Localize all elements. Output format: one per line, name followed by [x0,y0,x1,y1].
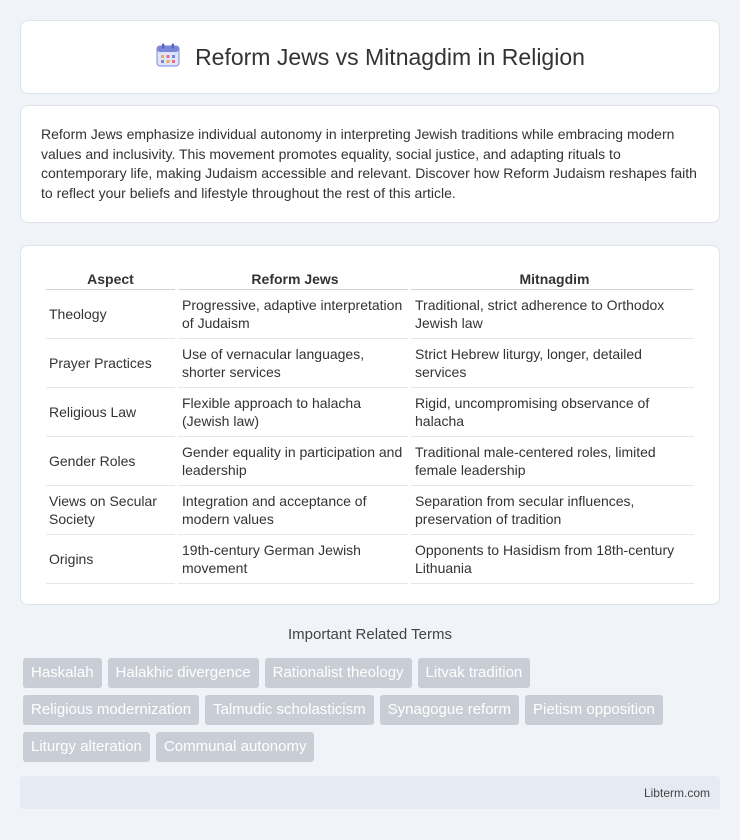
intro-card [20,105,720,223]
cell-mitnagdim: Rigid, uncompromising observance of halacha [411,388,694,437]
tag-row [23,658,723,688]
tag-religious-modernization[interactable]: Religious modernization [23,695,199,725]
tag-pietism-opposition[interactable]: Pietism opposition [525,695,663,725]
table-row [46,290,694,339]
tag-halakhic-divergence[interactable]: Halakhic divergence [108,658,259,688]
tag-litvak-tradition[interactable]: Litvak tradition [418,658,531,688]
table-row [46,339,694,388]
tag-haskalah[interactable]: Haskalah [23,658,102,688]
tag-rationalist-theology[interactable]: Rationalist theology [265,658,412,688]
table-row [46,388,694,437]
cell-aspect: Religious Law [46,388,175,437]
table-header-row [46,266,694,290]
tag-communal-autonomy[interactable]: Communal autonomy [156,732,315,762]
tag-talmudic-scholasticism[interactable]: Talmudic scholasticism [205,695,374,725]
cell-reform: Progressive, adaptive interpretation of Judaism [178,290,408,339]
cell-reform: 19th-century German Jewish movement [178,535,408,584]
tag-liturgy-alteration[interactable]: Liturgy alteration [23,732,150,762]
tag-synagogue-reform[interactable]: Synagogue reform [380,695,519,725]
cell-reform: Flexible approach to halacha (Jewish law) [178,388,408,437]
cell-aspect: Origins [46,535,175,584]
cell-reform: Use of vernacular languages, shorter services [178,339,408,388]
table-row [46,535,694,584]
related-terms-title: Important Related Terms [288,626,452,643]
footer [20,776,720,809]
cell-reform: Gender equality in participation and leadership [178,437,408,486]
comparison-card [20,245,720,605]
cell-mitnagdim: Strict Hebrew liturgy, longer, detailed services [411,339,694,388]
cell-aspect: Prayer Practices [46,339,175,388]
cell-mitnagdim: Traditional, strict adherence to Orthodox Jewish law [411,290,694,339]
cell-mitnagdim: Traditional male-centered roles, limited female leadership [411,437,694,486]
cell-aspect: Views on Secular Society [46,486,175,535]
footer-site-link[interactable]: Libterm.com [643,785,710,800]
tag-row [23,732,723,762]
intro-paragraph: Reform Jews emphasize individual autonomy in interpreting Jewish traditions while embracing modern values and inclusivity. This movement promotes equality, social justice, and adapting rituals to contemporary life, making Judaism accessible and relevant. Discover how Reform Judaism reshapes faith to reflect your beliefs and lifestyle throughout the rest of this article. [41,126,697,201]
table-row [46,437,694,486]
header-aspect: Aspect [46,266,175,290]
calendar-icon [155,42,181,73]
header-reform-jews: Reform Jews [178,266,408,290]
title-wrap [155,42,585,73]
cell-mitnagdim: Opponents to Hasidism from 18th-century Lithuania [411,535,694,584]
cell-reform: Integration and acceptance of modern values [178,486,408,535]
header-card [20,20,720,94]
tag-row [23,695,723,725]
cell-aspect: Theology [46,290,175,339]
related-terms-list [23,658,723,769]
header-mitnagdim: Mitnagdim [411,266,694,290]
page-title: Reform Jews vs Mitnagdim in Religion [195,43,585,70]
table-row [46,486,694,535]
comparison-table [43,266,697,584]
cell-mitnagdim: Separation from secular influences, preservation of tradition [411,486,694,535]
cell-aspect: Gender Roles [46,437,175,486]
